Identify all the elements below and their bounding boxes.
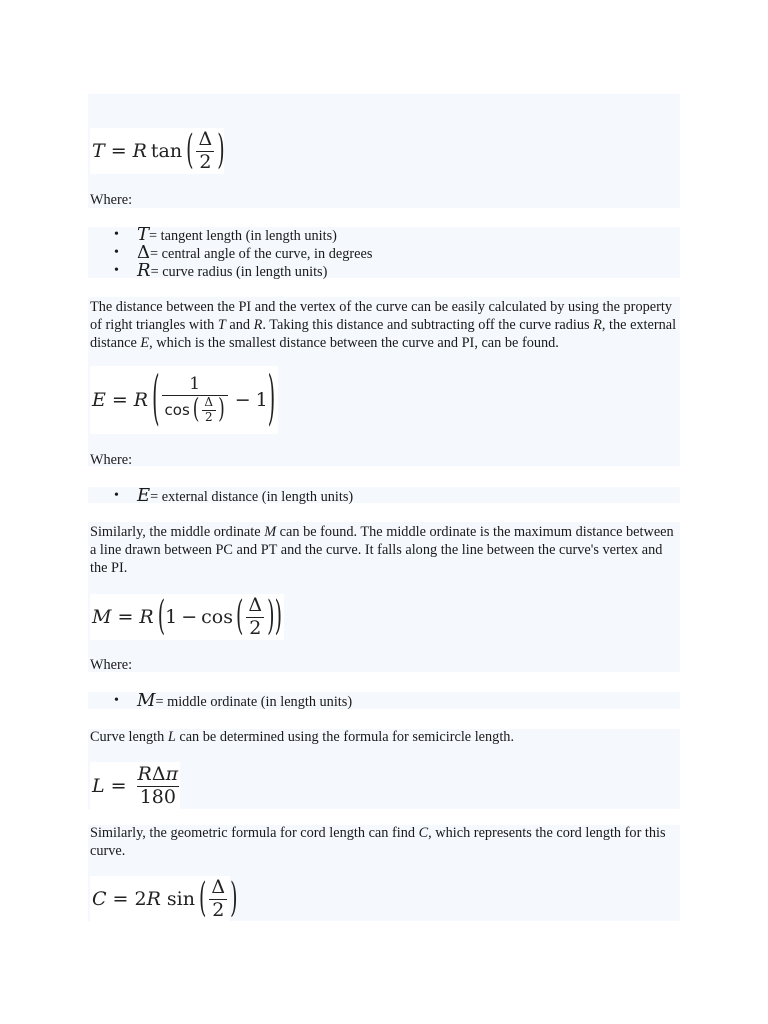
paragraph-text: Curve length	[90, 729, 168, 745]
formula-variable: L	[92, 775, 105, 797]
paragraph-length	[90, 728, 678, 746]
fraction-denominator: 2	[246, 617, 264, 640]
list-item	[90, 244, 678, 262]
formula-operator: =	[110, 140, 127, 162]
formula-symbol: π	[165, 762, 179, 785]
inline-variable: M	[264, 524, 277, 540]
list-text: = tangent length (in length units)	[149, 228, 337, 244]
formula-operator: =	[112, 888, 129, 910]
formula-variable: E	[92, 389, 106, 411]
formula-function: cos	[164, 400, 190, 419]
where-label: Where:	[90, 452, 133, 468]
formula-paren: (	[152, 364, 160, 433]
list-symbol: Δ	[137, 242, 150, 263]
paragraph-text: , which represents the cord length for this curve.	[90, 825, 666, 859]
inline-variable: T	[217, 317, 226, 333]
formula-paren: (	[192, 393, 200, 426]
formula-variable: R	[133, 389, 149, 411]
tangent-formula	[90, 128, 224, 174]
formula-operator: =	[117, 606, 134, 628]
formula-function: tan	[150, 140, 183, 162]
list-text: = external distance (in length units)	[150, 489, 354, 505]
formula-paren: )	[218, 393, 225, 426]
fraction-denominator: 180	[137, 786, 179, 809]
formula-variable: T	[92, 140, 105, 162]
fraction-numerator: Δ	[198, 127, 213, 150]
formula-function: cos	[201, 606, 233, 628]
formula-variable: R	[137, 762, 152, 785]
fraction-denominator: 2	[202, 410, 216, 425]
list-symbol: E	[137, 485, 151, 506]
paragraph-text: Similarly, the geometric formula for cord length can find	[90, 825, 419, 841]
fraction-numerator: Δ	[204, 394, 214, 409]
formula-fraction	[196, 129, 216, 174]
formula-paren: (	[198, 874, 207, 922]
fraction-denominator	[162, 395, 228, 425]
paragraph-middle	[90, 523, 678, 577]
list-item	[90, 262, 678, 280]
list-item	[90, 226, 678, 244]
formula-number: 1	[165, 606, 178, 628]
formula-fraction	[201, 396, 216, 425]
formula-fraction	[162, 375, 228, 424]
inline-variable: C	[418, 825, 429, 841]
list-text: = central angle of the curve, in degrees	[150, 246, 373, 262]
formula-variable: R	[139, 606, 154, 628]
formula-paren: (	[157, 592, 166, 640]
fraction-numerator: Δ	[211, 875, 226, 898]
variable-list	[90, 692, 678, 710]
variable-list	[90, 226, 678, 280]
formula-operator: −	[234, 389, 251, 411]
curve-length-formula	[90, 762, 180, 810]
fraction-numerator	[135, 764, 182, 786]
where-label: Where:	[90, 657, 133, 673]
inline-variable: R	[593, 317, 602, 333]
fraction-denominator: 2	[196, 151, 214, 174]
middle-ordinate-formula	[90, 594, 284, 640]
paragraph-text: can be determined using the formula for semicircle length.	[175, 729, 515, 745]
paragraph-text: can be found. The middle ordinate is the maximum distance between a line drawn between PC and PT and the curve. It falls along the line between the curve's vertex and the PI.	[90, 524, 674, 576]
paragraph-text: and	[225, 317, 254, 333]
inline-variable: L	[167, 729, 176, 745]
formula-paren: (	[235, 592, 244, 640]
paragraph-text: The distance between the PI and the vertex of the curve can be easily calculated by using the property of right triangles with	[90, 299, 672, 333]
formula-function: sin	[166, 888, 195, 910]
fraction-numerator: 1	[189, 374, 201, 395]
inline-variable: E	[140, 335, 150, 351]
inline-variable: R	[253, 317, 263, 333]
list-symbol: T	[137, 224, 150, 245]
formula-variable: R	[146, 888, 161, 910]
list-item	[90, 487, 678, 505]
paragraph-text: Similarly, the middle ordinate	[90, 524, 265, 540]
formula-operator: =	[111, 389, 128, 411]
list-text: = curve radius (in length units)	[150, 264, 328, 280]
cord-length-formula	[90, 874, 238, 922]
formula-variable: C	[92, 888, 107, 910]
variable-list	[90, 487, 678, 505]
formula-paren: )	[274, 592, 282, 640]
external-formula	[90, 366, 278, 434]
formula-number: 1	[255, 389, 268, 411]
paragraph-text: , which is the smallest distance between the curve and PI, can be found.	[149, 335, 559, 351]
formula-operator: =	[110, 775, 127, 797]
formula-fraction	[135, 764, 182, 809]
list-text: = middle ordinate (in length units)	[155, 694, 353, 710]
fraction-numerator: Δ	[248, 593, 263, 616]
formula-paren: )	[230, 874, 238, 922]
paragraph-cord	[90, 824, 678, 860]
formula-symbol: Δ	[151, 762, 166, 785]
formula-fraction	[208, 877, 228, 922]
formula-operator: −	[181, 606, 198, 628]
formula-variable: M	[92, 606, 112, 628]
list-item	[90, 692, 678, 710]
paragraph-text: , the external distance	[90, 317, 677, 351]
where-label: Where:	[90, 192, 133, 208]
formula-number: 2	[134, 888, 147, 910]
formula-paren: )	[267, 364, 276, 433]
fraction-denominator: 2	[209, 899, 227, 922]
list-symbol: M	[137, 690, 156, 711]
formula-paren: )	[217, 126, 225, 174]
formula-paren: )	[267, 592, 275, 640]
paragraph-text: . Taking this distance and subtracting off the curve radius	[262, 317, 594, 333]
formula-variable: R	[132, 140, 147, 162]
formula-paren: (	[186, 126, 194, 174]
paragraph-external	[90, 298, 678, 352]
list-symbol: R	[137, 260, 151, 281]
formula-fraction	[245, 595, 265, 640]
